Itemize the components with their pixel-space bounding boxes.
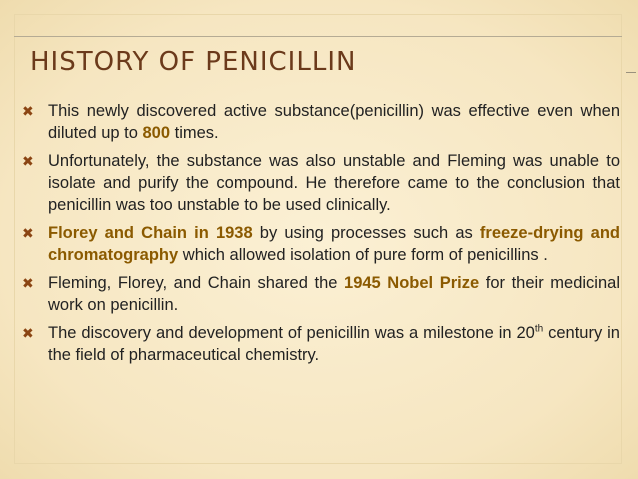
bullet-item (22, 272, 620, 316)
x-mark-icon: ✖ (22, 153, 34, 169)
bullet-text: century in the field of pharmaceutical chemistry. (48, 324, 620, 364)
bullet-text: which allowed isolation of pure form of penicillins . (178, 246, 548, 264)
x-mark-icon: ✖ (22, 103, 34, 119)
x-mark-icon: ✖ (22, 275, 34, 291)
bullet-text: by using processes such as (252, 224, 480, 242)
highlighted-text: 1945 Nobel Prize (344, 274, 480, 292)
bullet-text: for their medicinal work on penicillin. (48, 274, 620, 314)
highlighted-text: freeze-drying and chromatography (48, 224, 620, 264)
title-accent-line (626, 72, 636, 73)
bullet-text: th (534, 323, 544, 335)
title-divider (14, 36, 622, 37)
bullet-text: This newly discovered active substance(penicillin) was effective even when diluted up to (48, 102, 620, 142)
bullet-item (22, 100, 620, 144)
bullet-text: Unfortunately, the substance was also unstable and Fleming was unable to isolate and purify the compound. He therefore came to the conclusion that penicillin was too unstable to be used clinically. (48, 152, 620, 214)
bullet-text: The discovery and development of penicillin was a milestone in 20 (48, 324, 535, 342)
slide-title: HISTORY OF PENICILLIN (30, 47, 357, 77)
bullet-text: times. (170, 124, 219, 142)
highlighted-text: Florey and Chain in 1938 (48, 224, 253, 242)
bullet-item (22, 322, 620, 366)
x-mark-icon: ✖ (22, 225, 34, 241)
bullet-item (22, 222, 620, 266)
bullet-text: Fleming, Florey, and Chain shared the (48, 274, 345, 292)
x-mark-icon: ✖ (22, 325, 34, 341)
highlighted-text: 800 (142, 124, 171, 142)
bullet-list (22, 100, 620, 372)
bullet-item (22, 150, 620, 216)
